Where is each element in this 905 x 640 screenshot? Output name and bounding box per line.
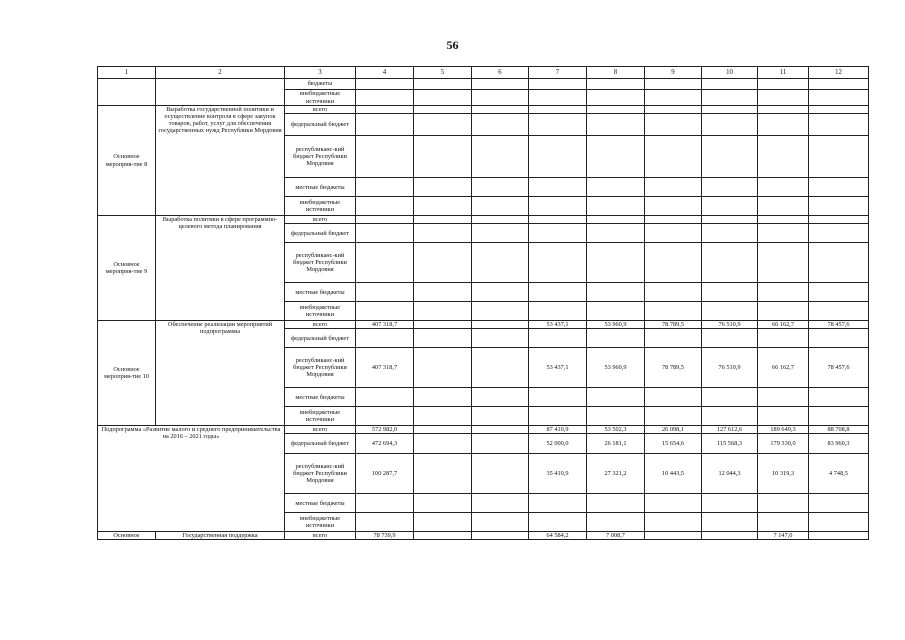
value-cell: 83 960,3: [809, 434, 869, 454]
table-row: [98, 426, 869, 434]
value-cell: 26 181,1: [587, 434, 645, 454]
source-cell: внебюджетные источники: [285, 407, 356, 426]
value-cell: 78 457,6: [809, 348, 869, 388]
value-cell: 100 287,7: [356, 454, 414, 494]
column-header: 4: [356, 67, 414, 79]
source-cell: республиканс-кий бюджет Республики Мордовия: [285, 348, 356, 388]
measure-name: Основное: [98, 532, 156, 540]
value-cell: 127 612,6: [702, 426, 758, 434]
measure-description: Выработка политики в сфере программно-целевого метода планирования: [156, 216, 285, 321]
column-header: 6: [472, 67, 529, 79]
source-cell: местные бюджеты: [285, 178, 356, 197]
table-row: [98, 79, 869, 90]
empty-cell: [98, 79, 156, 106]
source-cell: республиканс-кий бюджет Республики Мордовия: [285, 454, 356, 494]
column-header: 5: [414, 67, 472, 79]
table-row: [98, 216, 869, 224]
value-cell: 189 649,3: [758, 426, 809, 434]
value-cell: 78 789,5: [645, 348, 702, 388]
column-header: 8: [587, 67, 645, 79]
value-cell: 78 739,9: [356, 532, 414, 540]
column-header: 10: [702, 67, 758, 79]
measure-name: Основное мероприя-тие 10: [98, 321, 156, 426]
value-cell: 53 960,9: [587, 348, 645, 388]
value-cell: 53 437,1: [529, 321, 587, 329]
source-cell: всего: [285, 426, 356, 434]
value-cell: 53 960,9: [587, 321, 645, 329]
subprogram-title: Подпрограмма «Развитие малого и среднего предпринимательства на 2016 – 2021 годы»: [98, 426, 285, 532]
value-cell: 407 318,7: [356, 348, 414, 388]
value-cell: 64 584,2: [529, 532, 587, 540]
value-cell: 35 410,9: [529, 454, 587, 494]
table-row: [98, 532, 869, 540]
table-row: [98, 106, 869, 114]
source-cell: федеральный бюджет: [285, 114, 356, 136]
measure-name: Основное мероприя-тие 9: [98, 216, 156, 321]
source-cell: внебюджетные источники: [285, 197, 356, 216]
column-header: 7: [529, 67, 587, 79]
value-cell: 26 098,1: [645, 426, 702, 434]
measure-description: Государственная поддержка: [156, 532, 285, 540]
source-cell: местные бюджеты: [285, 283, 356, 302]
value-cell: 7 147,0: [758, 532, 809, 540]
value-cell: 10 319,3: [758, 454, 809, 494]
value-cell: 53 502,3: [587, 426, 645, 434]
empty-cell: [156, 79, 285, 106]
measure-description: Выработка государственной политики и осуществление контроля в сфере закупок товаров, работ, услуг для обеспечения государственных нужд Республики Мордовия: [156, 106, 285, 216]
value-cell: 66 162,7: [758, 348, 809, 388]
column-header: 9: [645, 67, 702, 79]
column-header: 12: [809, 67, 869, 79]
source-cell: внебюджетные источники: [285, 302, 356, 321]
source-cell: всего: [285, 321, 356, 329]
source-cell: внебюджетные источники: [285, 513, 356, 532]
source-cell: внебюджетные источники: [285, 90, 356, 106]
value-cell: 4 748,5: [809, 454, 869, 494]
source-cell: местные бюджеты: [285, 388, 356, 407]
value-cell: 115 568,3: [702, 434, 758, 454]
value-cell: 78 789,5: [645, 321, 702, 329]
source-cell: федеральный бюджет: [285, 434, 356, 454]
source-cell: бюджеты: [285, 79, 356, 90]
column-header: 3: [285, 67, 356, 79]
source-cell: федеральный бюджет: [285, 329, 356, 348]
value-cell: 10 443,5: [645, 454, 702, 494]
value-cell: 12 044,3: [702, 454, 758, 494]
table-row: [98, 321, 869, 329]
value-cell: 66 162,7: [758, 321, 809, 329]
value-cell: 76 510,9: [702, 348, 758, 388]
column-header: 2: [156, 67, 285, 79]
value-cell: 52 000,0: [529, 434, 587, 454]
value-cell: 53 437,1: [529, 348, 587, 388]
value-cell: 572 982,0: [356, 426, 414, 434]
measure-description: Обеспечение реализации мероприятий подпрограммы: [156, 321, 285, 426]
source-cell: республиканс-кий бюджет Республики Мордовия: [285, 243, 356, 283]
page-number: 56: [446, 38, 459, 52]
value-cell: 179 330,0: [758, 434, 809, 454]
value-cell: 87 410,9: [529, 426, 587, 434]
source-cell: федеральный бюджет: [285, 224, 356, 243]
source-cell: всего: [285, 216, 356, 224]
source-cell: всего: [285, 106, 356, 114]
value-cell: 78 457,6: [809, 321, 869, 329]
budget-table: [97, 66, 869, 540]
value-cell: 76 510,9: [702, 321, 758, 329]
source-cell: всего: [285, 532, 356, 540]
value-cell: 472 694,3: [356, 434, 414, 454]
source-cell: местные бюджеты: [285, 494, 356, 513]
value-cell: 7 008,7: [587, 532, 645, 540]
column-header: 11: [758, 67, 809, 79]
source-cell: республиканс-кий бюджет Республики Мордовия: [285, 136, 356, 178]
value-cell: 27 321,2: [587, 454, 645, 494]
column-header: 1: [98, 67, 156, 79]
value-cell: 407 318,7: [356, 321, 414, 329]
header-row: [98, 67, 869, 79]
measure-name: Основное мероприя-тие 8: [98, 106, 156, 216]
value-cell: 88 708,8: [809, 426, 869, 434]
value-cell: 15 654,6: [645, 434, 702, 454]
